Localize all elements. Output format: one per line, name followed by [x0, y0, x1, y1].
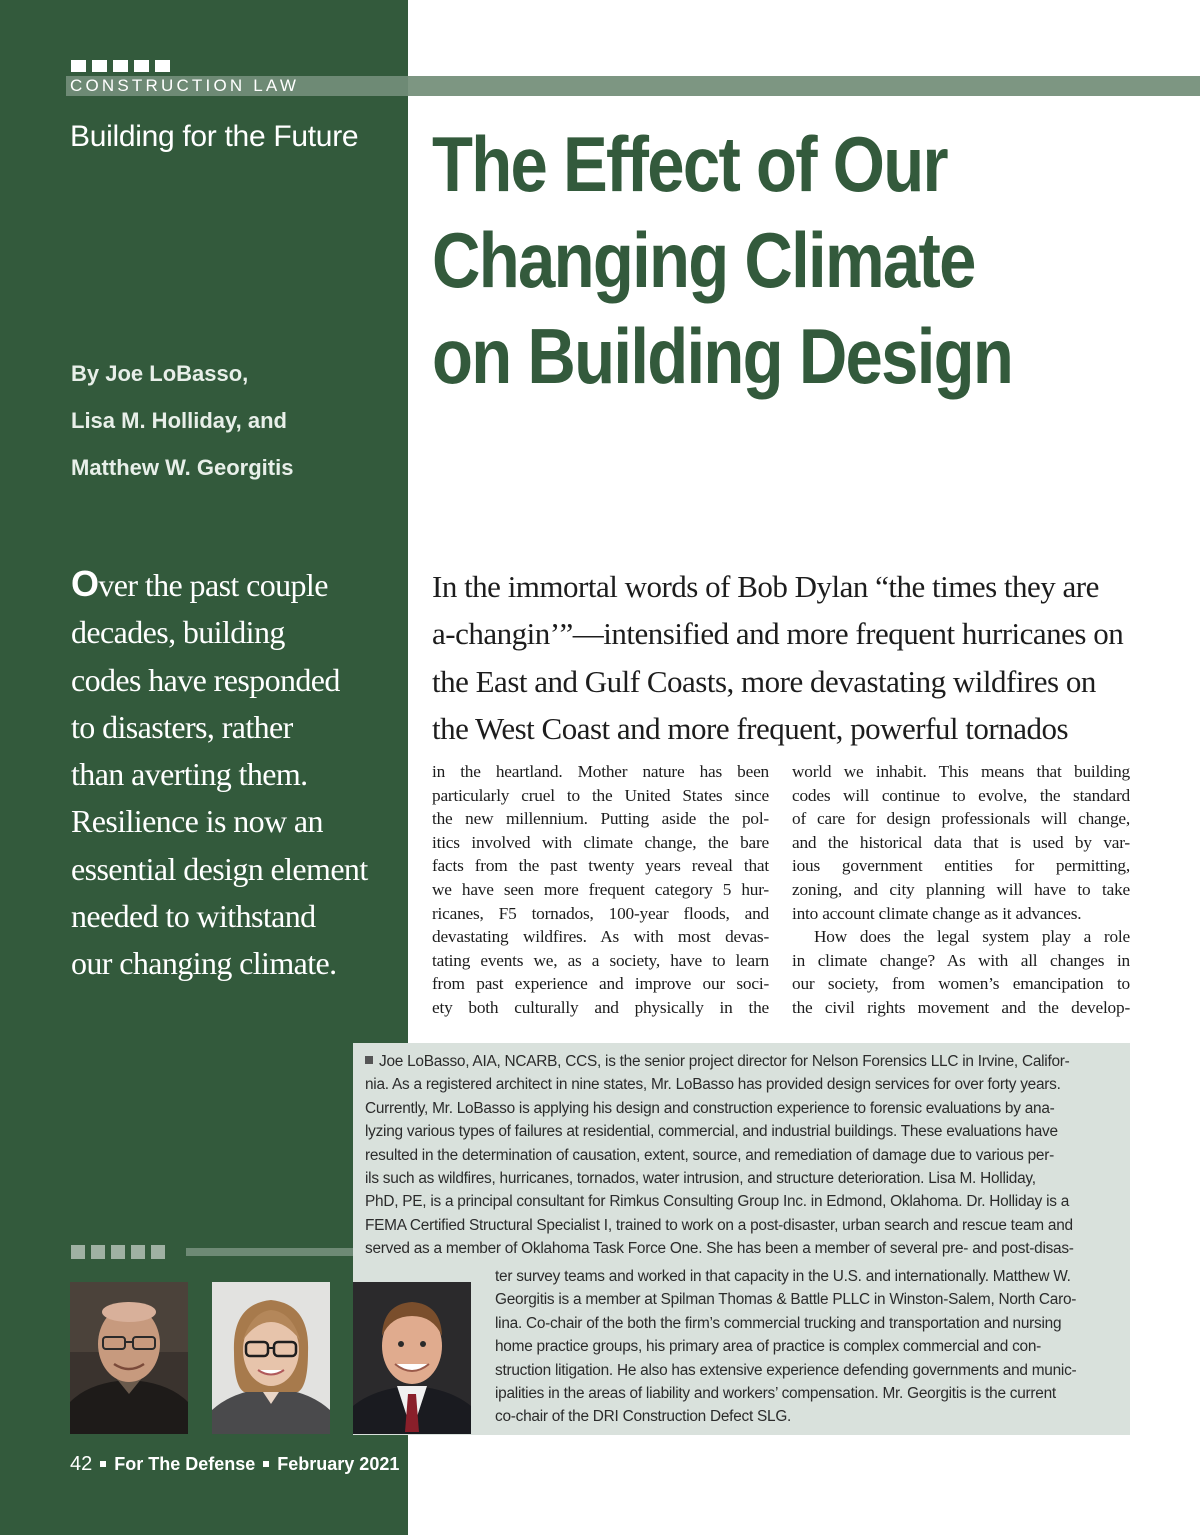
- title-line: The Effect of Our: [432, 120, 947, 208]
- body-line: world we inhabit. This means that building: [792, 762, 1130, 781]
- body-line: facts from the past twenty years reveal that: [432, 856, 769, 876]
- bio-line: Georgitis is a member at Spilman Thomas & Battle PLLC in Winston-Salem, North Caro-: [495, 1291, 1077, 1309]
- decorative-squares-bottom: [71, 1245, 165, 1259]
- body-line: particularly cruel to the United States since: [432, 785, 769, 805]
- title-line: on Building Design: [432, 312, 1013, 400]
- body-line: ious government entities for permitting,: [792, 856, 1130, 876]
- bio-line: nia. As a registered architect in nine states, Mr. LoBasso has provided design services for over forty years.: [365, 1076, 1061, 1094]
- separator-square-icon: [263, 1461, 269, 1467]
- body-line: of care for design professionals will change,: [792, 809, 1130, 829]
- pull-quote: [71, 560, 401, 988]
- lede-line: the West Coast and more frequent, powerful tornados: [432, 710, 1069, 746]
- bio-line: resulted in the determination of causation, extent, source, and remediation of damage due to various per-: [365, 1146, 1054, 1164]
- body-line: codes will continue to evolve, the standard: [792, 785, 1130, 805]
- lede-line: the East and Gulf Coasts, more devastating wildfires on: [432, 663, 1096, 699]
- bio-line: lyzing various types of failures at residential, commercial, and industrial buildings. These evaluations have: [365, 1123, 1058, 1141]
- body-line: the new millennium. Putting aside the pol-: [432, 809, 769, 829]
- body-line: the civil rights movement and the develop-: [792, 997, 1130, 1017]
- lede-line: In the immortal words of Bob Dylan “the times they are: [432, 569, 1099, 604]
- bio-line: FEMA Certified Structural Specialist I, trained to work on a post-disaster, urban search and rescue team and: [365, 1216, 1073, 1234]
- bio-text-top: [365, 1050, 1074, 1261]
- author-line: Matthew W. Georgitis: [71, 455, 294, 480]
- bio-line: Currently, Mr. LoBasso is applying his design and construction experience to forensic evaluations by ana-: [365, 1099, 1055, 1117]
- body-line: ety both culturally and physically in the: [432, 997, 769, 1017]
- portrait-icon: [70, 1282, 188, 1434]
- author-photo-lobasso: [70, 1282, 188, 1434]
- pullquote-line: to disasters, rather: [71, 708, 293, 745]
- bio-line: ipalities in the areas of liability and workers’ compensation. Mr. Georgitis is the current: [495, 1385, 1056, 1403]
- section-label: CONSTRUCTION LAW: [70, 76, 300, 95]
- pullquote-line: codes have responded: [71, 661, 340, 698]
- pullquote-line: ver the past couple: [98, 567, 328, 603]
- article-title: [432, 116, 1086, 404]
- body-column-2: [792, 760, 1130, 1020]
- issue-date: February 2021: [277, 1454, 400, 1474]
- body-column-1: [432, 760, 769, 1020]
- author-line: Lisa M. Holliday, and: [71, 408, 287, 433]
- body-line: from past experience and improve our soci-: [432, 974, 769, 994]
- separator-square-icon: [100, 1461, 106, 1467]
- body-line: tating events we, as a society, have to learn: [432, 950, 769, 970]
- bio-line: co-chair of the DRI Construction Defect SLG.: [495, 1408, 792, 1426]
- body-line: zoning, and city planning will have to take: [792, 879, 1130, 899]
- pullquote-line: our changing climate.: [71, 945, 337, 982]
- pullquote-line: Resilience is now an: [71, 803, 323, 840]
- body-line: and the historical data that is used by var-: [792, 832, 1130, 852]
- lede-paragraph: [432, 563, 1172, 752]
- bio-line: home practice groups, his primary area of practice is complex commercial and con-: [495, 1338, 1042, 1356]
- pullquote-line: than averting them.: [71, 756, 308, 793]
- author-photo-holliday: [212, 1282, 330, 1434]
- publication-name: For The Defense: [114, 1454, 256, 1474]
- author-photo-georgitis: [353, 1282, 471, 1434]
- page-footer: [70, 1453, 399, 1476]
- body-line: in the heartland. Mother nature has been: [432, 762, 769, 781]
- body-line: in climate change? As with all changes in: [792, 950, 1130, 970]
- pullquote-line: needed to withstand: [71, 898, 316, 935]
- bio-line: ils such as wildfires, hurricanes, tornados, water intrusion, and structure deterioration. Lisa M. Holliday,: [365, 1170, 1036, 1188]
- author-line: By Joe LoBasso,: [71, 361, 249, 386]
- decorative-squares-top: [71, 60, 170, 72]
- bio-line: Joe LoBasso, AIA, NCARB, CCS, is the senior project director for Nelson Forensics LLC in Irvine, Califor-: [379, 1053, 1070, 1070]
- bio-line: PhD, PE, is a principal consultant for Rimkus Consulting Group Inc. in Edmond, Oklahoma. Dr. Holliday is a: [365, 1193, 1070, 1211]
- body-line: we have seen more frequent category 5 hur-: [432, 879, 769, 899]
- title-line: Changing Climate: [432, 216, 975, 304]
- kicker: Building for the Future: [70, 120, 359, 153]
- body-line: our society, from women’s emancipation to: [792, 974, 1130, 994]
- body-line: How does the legal system play a role: [814, 927, 1130, 947]
- byline: [71, 350, 293, 491]
- bio-line: ter survey teams and worked in that capacity in the U.S. and internationally. Matthew W.: [495, 1268, 1071, 1285]
- bio-text-bottom: [495, 1265, 1076, 1429]
- body-line: ricanes, F5 tornados, 100-year floods, and: [432, 903, 769, 923]
- body-line: into account climate change as it advances.: [792, 903, 1082, 923]
- lede-line: a-changin’”—intensified and more frequent hurricanes on: [432, 616, 1124, 652]
- bio-line: served as a member of Oklahoma Task Force One. She has been a member of several pre- and post-disas-: [365, 1240, 1074, 1258]
- bio-rule: [186, 1248, 353, 1256]
- bio-line: lina. Co-chair of the both the firm’s commercial trucking and transportation and nursing: [495, 1314, 1062, 1332]
- body-line: itics involved with climate change, the bare: [432, 832, 769, 852]
- portrait-icon: [212, 1282, 330, 1434]
- drop-cap: O: [71, 563, 99, 604]
- pullquote-line: decades, building: [71, 614, 285, 651]
- bullet-square-icon: [365, 1056, 373, 1064]
- bio-line: struction litigation. He also has extensive experience defending governments and munic-: [495, 1361, 1077, 1379]
- portrait-icon: [353, 1282, 471, 1434]
- pullquote-line: essential design element: [71, 850, 368, 887]
- body-line: devastating wildfires. As with most devas-: [432, 927, 769, 947]
- page-number: 42: [70, 1453, 93, 1475]
